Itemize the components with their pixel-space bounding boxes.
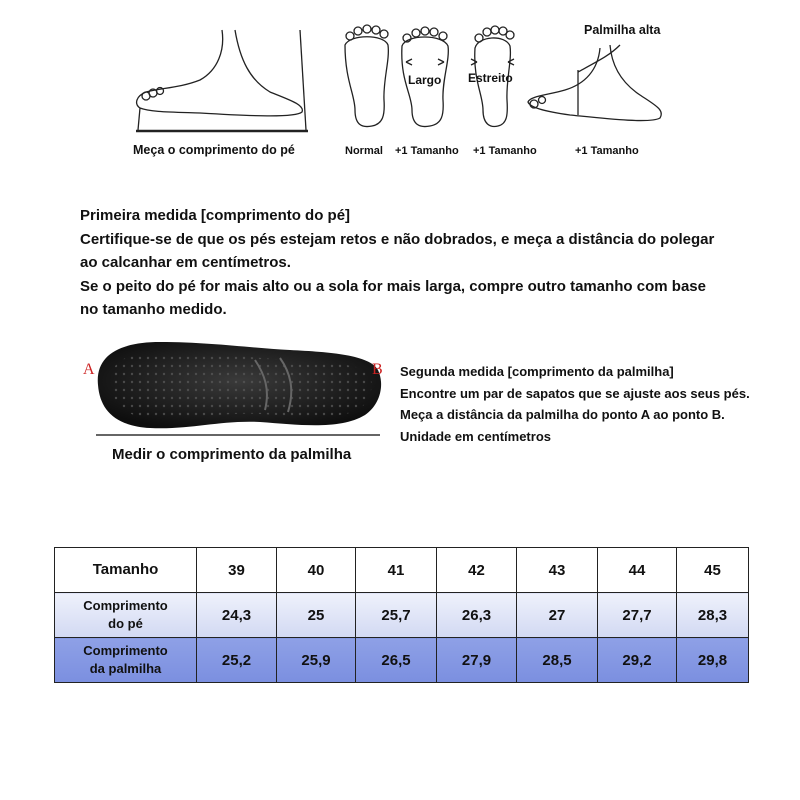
foot-length-row bbox=[55, 593, 749, 638]
second-measure-text bbox=[400, 361, 750, 447]
size-cell: 41 bbox=[356, 548, 437, 593]
insole-length-cell: 29,2 bbox=[598, 638, 677, 683]
insole-length-header bbox=[55, 638, 197, 683]
size-cell: 43 bbox=[517, 548, 598, 593]
first-measure-line4: no tamanho medido. bbox=[80, 301, 227, 318]
foot-length-header bbox=[55, 593, 197, 638]
size-row bbox=[55, 548, 749, 593]
insole-length-cell: 26,5 bbox=[356, 638, 437, 683]
narrow-label: Estreito bbox=[468, 71, 513, 85]
second-measure-line1: Encontre um par de sapatos que se ajuste aos seus pés. bbox=[400, 385, 750, 401]
size-cell: 42 bbox=[437, 548, 517, 593]
second-measure-line2: Meça a distância da palmilha do ponto A ao ponto B. bbox=[400, 407, 725, 422]
point-b-label: B bbox=[372, 361, 383, 378]
insole-length-cell: 27,9 bbox=[437, 638, 517, 683]
second-measure-line3: Unidade em centímetros bbox=[400, 428, 551, 444]
insole-length-cell: 25,9 bbox=[277, 638, 356, 683]
measure-insole-label: Medir o comprimento da palmilha bbox=[112, 446, 352, 463]
high-instep-foot-icon bbox=[528, 45, 661, 121]
insole-length-header-line2: da palmilha bbox=[89, 661, 162, 676]
size-cell: 45 bbox=[677, 548, 749, 593]
foot-length-header-line2: do pé bbox=[108, 616, 143, 631]
size-header: Tamanho bbox=[55, 548, 197, 593]
foot-length-header-line1: Comprimento bbox=[83, 598, 168, 613]
side-foot-icon bbox=[136, 30, 308, 131]
size-table bbox=[54, 547, 749, 683]
first-measure-title: Primeira medida [comprimento do pé] bbox=[80, 207, 351, 224]
narrow-size-label: +1 Tamanho bbox=[473, 145, 537, 157]
insole-length-row bbox=[55, 638, 749, 683]
foot-length-cell: 24,3 bbox=[197, 593, 277, 638]
foot-illustrations bbox=[0, 0, 800, 200]
size-cell: 44 bbox=[598, 548, 677, 593]
foot-length-cell: 25,7 bbox=[356, 593, 437, 638]
measure-foot-label: Meça o comprimento do pé bbox=[133, 143, 295, 157]
insole-length-cell: 25,2 bbox=[197, 638, 277, 683]
foot-length-cell: 25 bbox=[277, 593, 356, 638]
insole-image bbox=[80, 330, 390, 440]
insole-length-cell: 29,8 bbox=[677, 638, 749, 683]
foot-length-cell: 28,3 bbox=[677, 593, 749, 638]
size-cell: 39 bbox=[197, 548, 277, 593]
normal-label: Normal bbox=[345, 145, 383, 157]
wide-size-label: +1 Tamanho bbox=[395, 145, 459, 157]
foot-length-cell: 27,7 bbox=[598, 593, 677, 638]
high-instep-label: Palmilha alta bbox=[584, 23, 661, 37]
wide-label: Largo bbox=[408, 73, 442, 87]
point-a-label: A bbox=[83, 361, 95, 378]
normal-foot-icon bbox=[345, 25, 388, 127]
size-cell: 40 bbox=[277, 548, 356, 593]
first-measure-line3: Se o peito do pé for mais alto ou a sola for mais larga, compre outro tamanho com base bbox=[80, 277, 706, 295]
foot-length-cell: 27 bbox=[517, 593, 598, 638]
foot-length-cell: 26,3 bbox=[437, 593, 517, 638]
first-measure-line1: Certifique-se de que os pés estejam retos e não dobrados, e meça a distância do polegar bbox=[80, 230, 715, 248]
high-size-label: +1 Tamanho bbox=[575, 145, 639, 157]
first-measure-line2: ao calcanhar em centímetros. bbox=[80, 254, 291, 271]
insole-length-cell: 28,5 bbox=[517, 638, 598, 683]
first-measure-text bbox=[80, 204, 780, 322]
insole-length-header-line1: Comprimento bbox=[83, 643, 168, 658]
second-measure-title: Segunda medida [comprimento da palmilha] bbox=[400, 364, 674, 379]
